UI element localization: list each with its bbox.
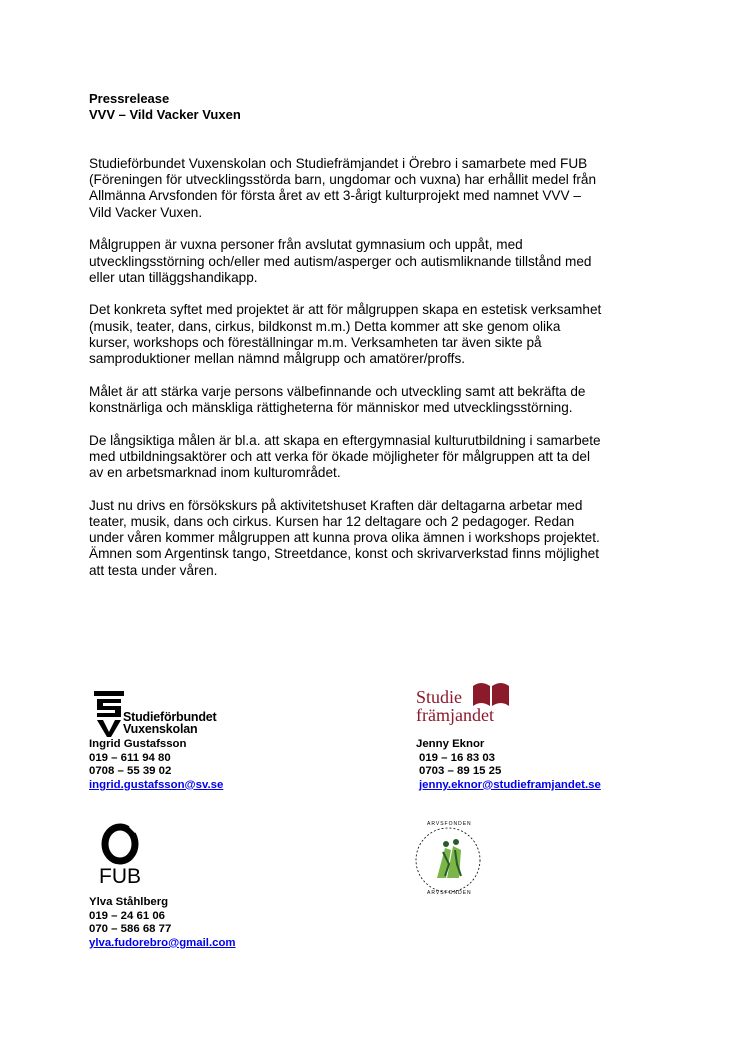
sf-logo [416,680,516,730]
arvsfonden-top-text: ARVSFONDEN [427,821,472,827]
body-text [89,156,689,595]
contact-phone: 0703 – 89 15 25 [419,765,502,778]
contact-email-link[interactable]: ingrid.gustafsson@sv.se [89,778,224,791]
contact-ingrid [89,738,223,792]
contact-email-link[interactable]: ylva.fudorebro@gmail.com [89,936,236,949]
arvsfonden-seal-icon [413,820,483,900]
paragraph: Studieförbundet Vuxenskolan och Studiefrämjandet i Örebro i samarbete med FUB (Föreningen för utvecklingsstörda barn, ungdomar och vuxna) har erhållit medel från Allmänna Arvsfonden för första året av ett 3-årigt kulturprojekt med namnet VVV – Vild Vacker Vuxen. [89,156,597,220]
sf-logo-line2: främjandet [416,705,494,725]
arvsfonden-bottom-text: ARVSFONDEN [427,890,472,896]
paragraph: Målet är att stärka varje persons välbefinnande och utveckling samt att bekräfta de konstnärliga och mänskliga rättigheterna för människor med utvecklingsstörning. [89,383,586,415]
sv-logo-line1: Studieförbundet [123,710,217,724]
contact-name: Jenny Eknor [416,738,485,750]
sf-logo-line1: Studie [416,687,463,707]
contact-name: Ylva Ståhlberg [89,896,169,908]
press-label: Pressrelease [89,91,170,106]
contact-ylva [89,896,236,950]
contact-phone: 070 – 586 68 77 [89,923,172,936]
arvsfonden-logo [413,820,483,900]
sv-logo [93,690,243,738]
sv-logo-line2: Vuxenskolan [123,722,198,736]
paragraph: Just nu drivs en försökskurs på aktivitetshuset Kraften där deltagarna arbetar med teater, musik, dans och cirkus. Kursen har 12 deltagare och 2 pedagoger. Redan under våren kommer målgruppen att kunna prova olika ämnen i workshops projektet. Ämnen som Argentinsk tango, Streetdance, konst och skrivarverkstad finns möjlighet att testa under våren. [89,497,600,578]
contact-jenny [416,738,601,792]
contact-phone: 019 – 24 61 06 [89,909,166,922]
contact-phone: 019 – 16 83 03 [419,751,496,764]
contact-phone: 019 – 611 94 80 [89,751,171,764]
fub-logo [96,822,156,892]
contact-email-link[interactable]: jenny.eknor@studieframjandet.se [419,778,601,791]
contact-name: Ingrid Gustafsson [89,738,187,750]
sv-mark-icon [93,690,127,738]
fub-logo-text: FUB [99,865,141,888]
paragraph: Det konkreta syftet med projektet är att för målgruppen skapa en estetisk verksamhet (musik, teater, dans, cirkus, bildkonst m.m.) Detta kommer att ske genom olika kurser, workshops och föreställningar m.m. Verksamheten tar även sikte på samproduktioner mellan nämnd målgrupp och amatörer/proffs. [89,302,602,367]
contact-phone: 0708 – 55 39 02 [89,765,172,778]
fub-ring-icon [100,822,140,866]
paragraph: De långsiktiga målen är bl.a. att skapa en eftergymnasial kulturutbildning i samarbete med utbildningsaktörer och att verka för ökade möjligheter för målgruppen att ta del av en arbetsmarknad inom kulturområdet. [89,432,601,481]
paragraph: Målgruppen är vuxna personer från avslutat gymnasium och uppåt, med utvecklingsstörning och/eller med autism/asperger och autismliknande tillstånd med eller utan tilläggshandikapp. [89,237,592,285]
press-heading [89,91,241,123]
press-title: VVV – Vild Vacker Vuxen [89,107,241,122]
